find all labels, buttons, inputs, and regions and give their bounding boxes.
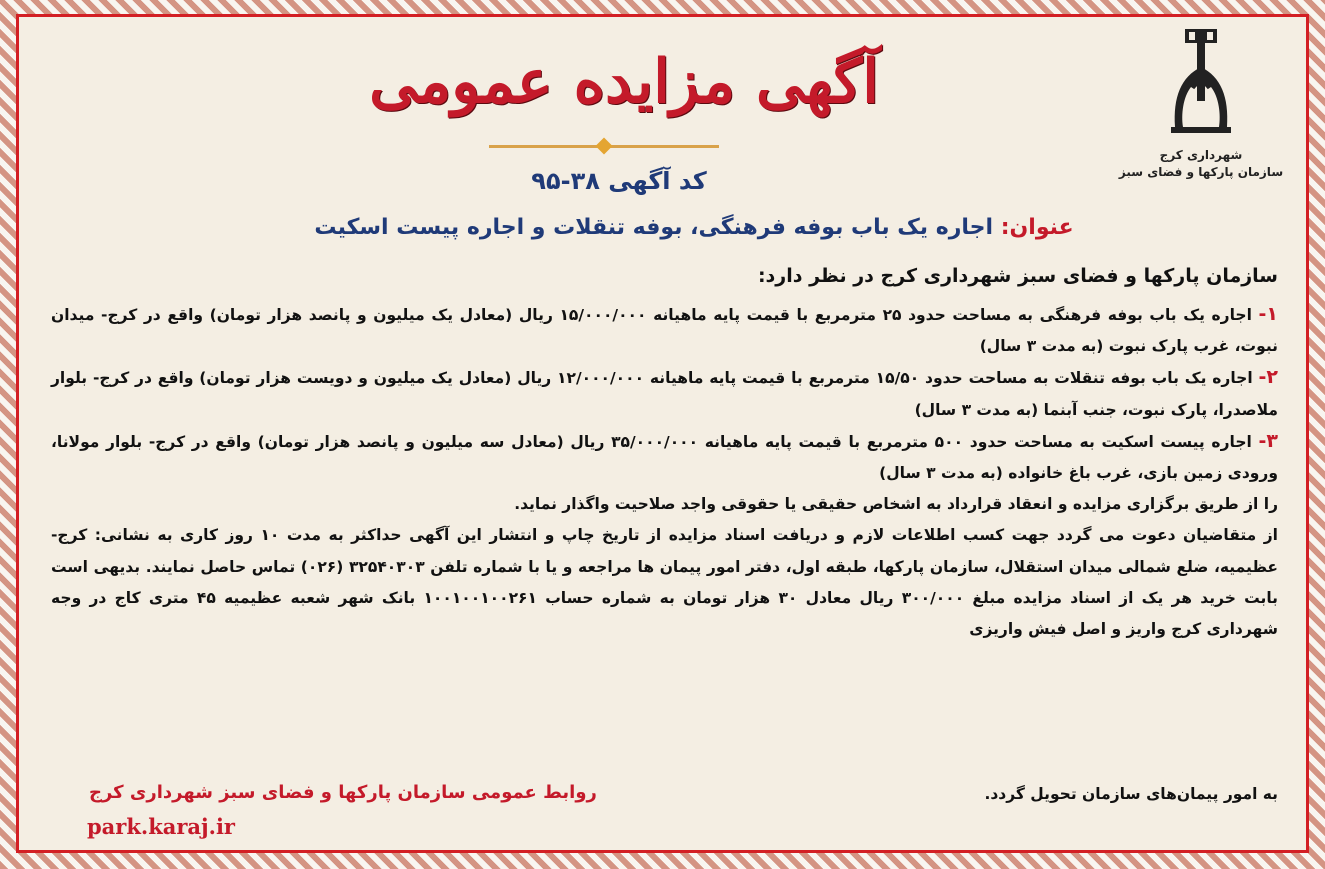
item-number: ۳- [1258,429,1278,452]
assignment-paragraph: را از طریق برگزاری مزایده و انعقاد قرارداد به اشخاص حقیقی یا حقوقی واجد صلاحیت واگذار نماید. [514,495,1278,514]
auction-item [51,299,1278,362]
subject-label: عنوان: [1000,215,1074,240]
public-relations-signature: روابط عمومی سازمان پارکها و فضای سبز شهرداری کرج [89,782,597,803]
item-number: ۲- [1258,366,1278,389]
delivery-paragraph: به امور پیمان‌های سازمان تحویل گردد. [984,785,1278,803]
tower-emblem-icon [1161,27,1241,147]
auction-item [51,426,1278,489]
item-number: ۱- [1258,303,1278,325]
item-text: اجاره پیست اسکیت به مساحت حدود ۵۰۰ مترمربع با قیمت پایه ماهیانه ۳۵/۰۰۰/۰۰۰ ریال (معادل سه میلیون و پانصد هزار تومان) واقع در کرج- بلوار مولانا، ورودی زمین بازی، غرب باغ خانواده (به مدت ۳ سال) [51,432,1278,483]
notice-title: آگهی مزایده عمومی [369,47,879,117]
notice-frame [16,14,1309,853]
notice-code: کد آگهی ۳۸-۹۵ [531,167,707,195]
website-link[interactable]: park.karaj.ir [87,814,235,839]
auction-item [51,362,1278,425]
notice-intro: سازمان پارکها و فضای سبز شهرداری کرج در نظر دارد: [757,265,1278,287]
item-text: اجاره یک باب بوفه تنقلات به مساحت حدود ۱۵/۵۰ مترمربع با قیمت پایه ماهیانه ۱۲/۰۰۰/۰۰۰ ریال (معادل یک میلیون و دویست هزار تومان) واقع در کرج- بلوار ملاصدرا، پارک نبوت، جنب آبنما (به مدت ۳ سال) [51,369,1278,419]
item-text: اجاره یک باب بوفه فرهنگی به مساحت حدود ۲۵ مترمربع با قیمت پایه ماهیانه ۱۵/۰۰۰/۰۰۰ ریال (معادل یک میلیون و پانصد هزار تومان) واقع در کرج- میدان نبوت، غرب پارک نبوت (به مدت ۳ سال) [51,306,1278,356]
subject-text: اجاره یک باب بوفه فرهنگی، بوفه تنقلات و اجاره پیست اسکیت [314,215,994,240]
notice-subject [219,215,1169,240]
logo-line-municipality: شهرداری کرج [1159,148,1243,162]
notice-body [51,299,1278,645]
divider-diamond-icon [596,138,613,155]
logo-line-organization: سازمان پارکها و فضای سبز [1118,165,1284,179]
instructions-paragraph: از متقاضیان دعوت می گردد جهت کسب اطلاعات لازم و دریافت اسناد مزایده از تاریخ چاپ و انتشار این آگهی حداکثر به مدت ۱۰ روز کاری به نشانی: کرج- عظیمیه، ضلع شمالی میدان استقلال، سازمان پارکها، طبقه اول، دفتر امور پیمان ها مراجعه و یا با شماره تلفن ۳۲۵۴۰۳۰۳ (۰۲۶) تماس حاصل نمایند. بدیهی است بابت خرید هر یک از اسناد مزایده مبلغ ۳۰۰/۰۰۰ ریال معادل ۳۰ هزار تومان به شماره حساب ۱۰۰۱۰۰۱۰۰۲۶۱ بانک شهر شعبه عظیمیه ۴۵ متری کاج در وجه شهرداری کرج واریز و اصل فیش واریزی [51,526,1278,639]
karaj-municipality-logo [1116,27,1286,181]
